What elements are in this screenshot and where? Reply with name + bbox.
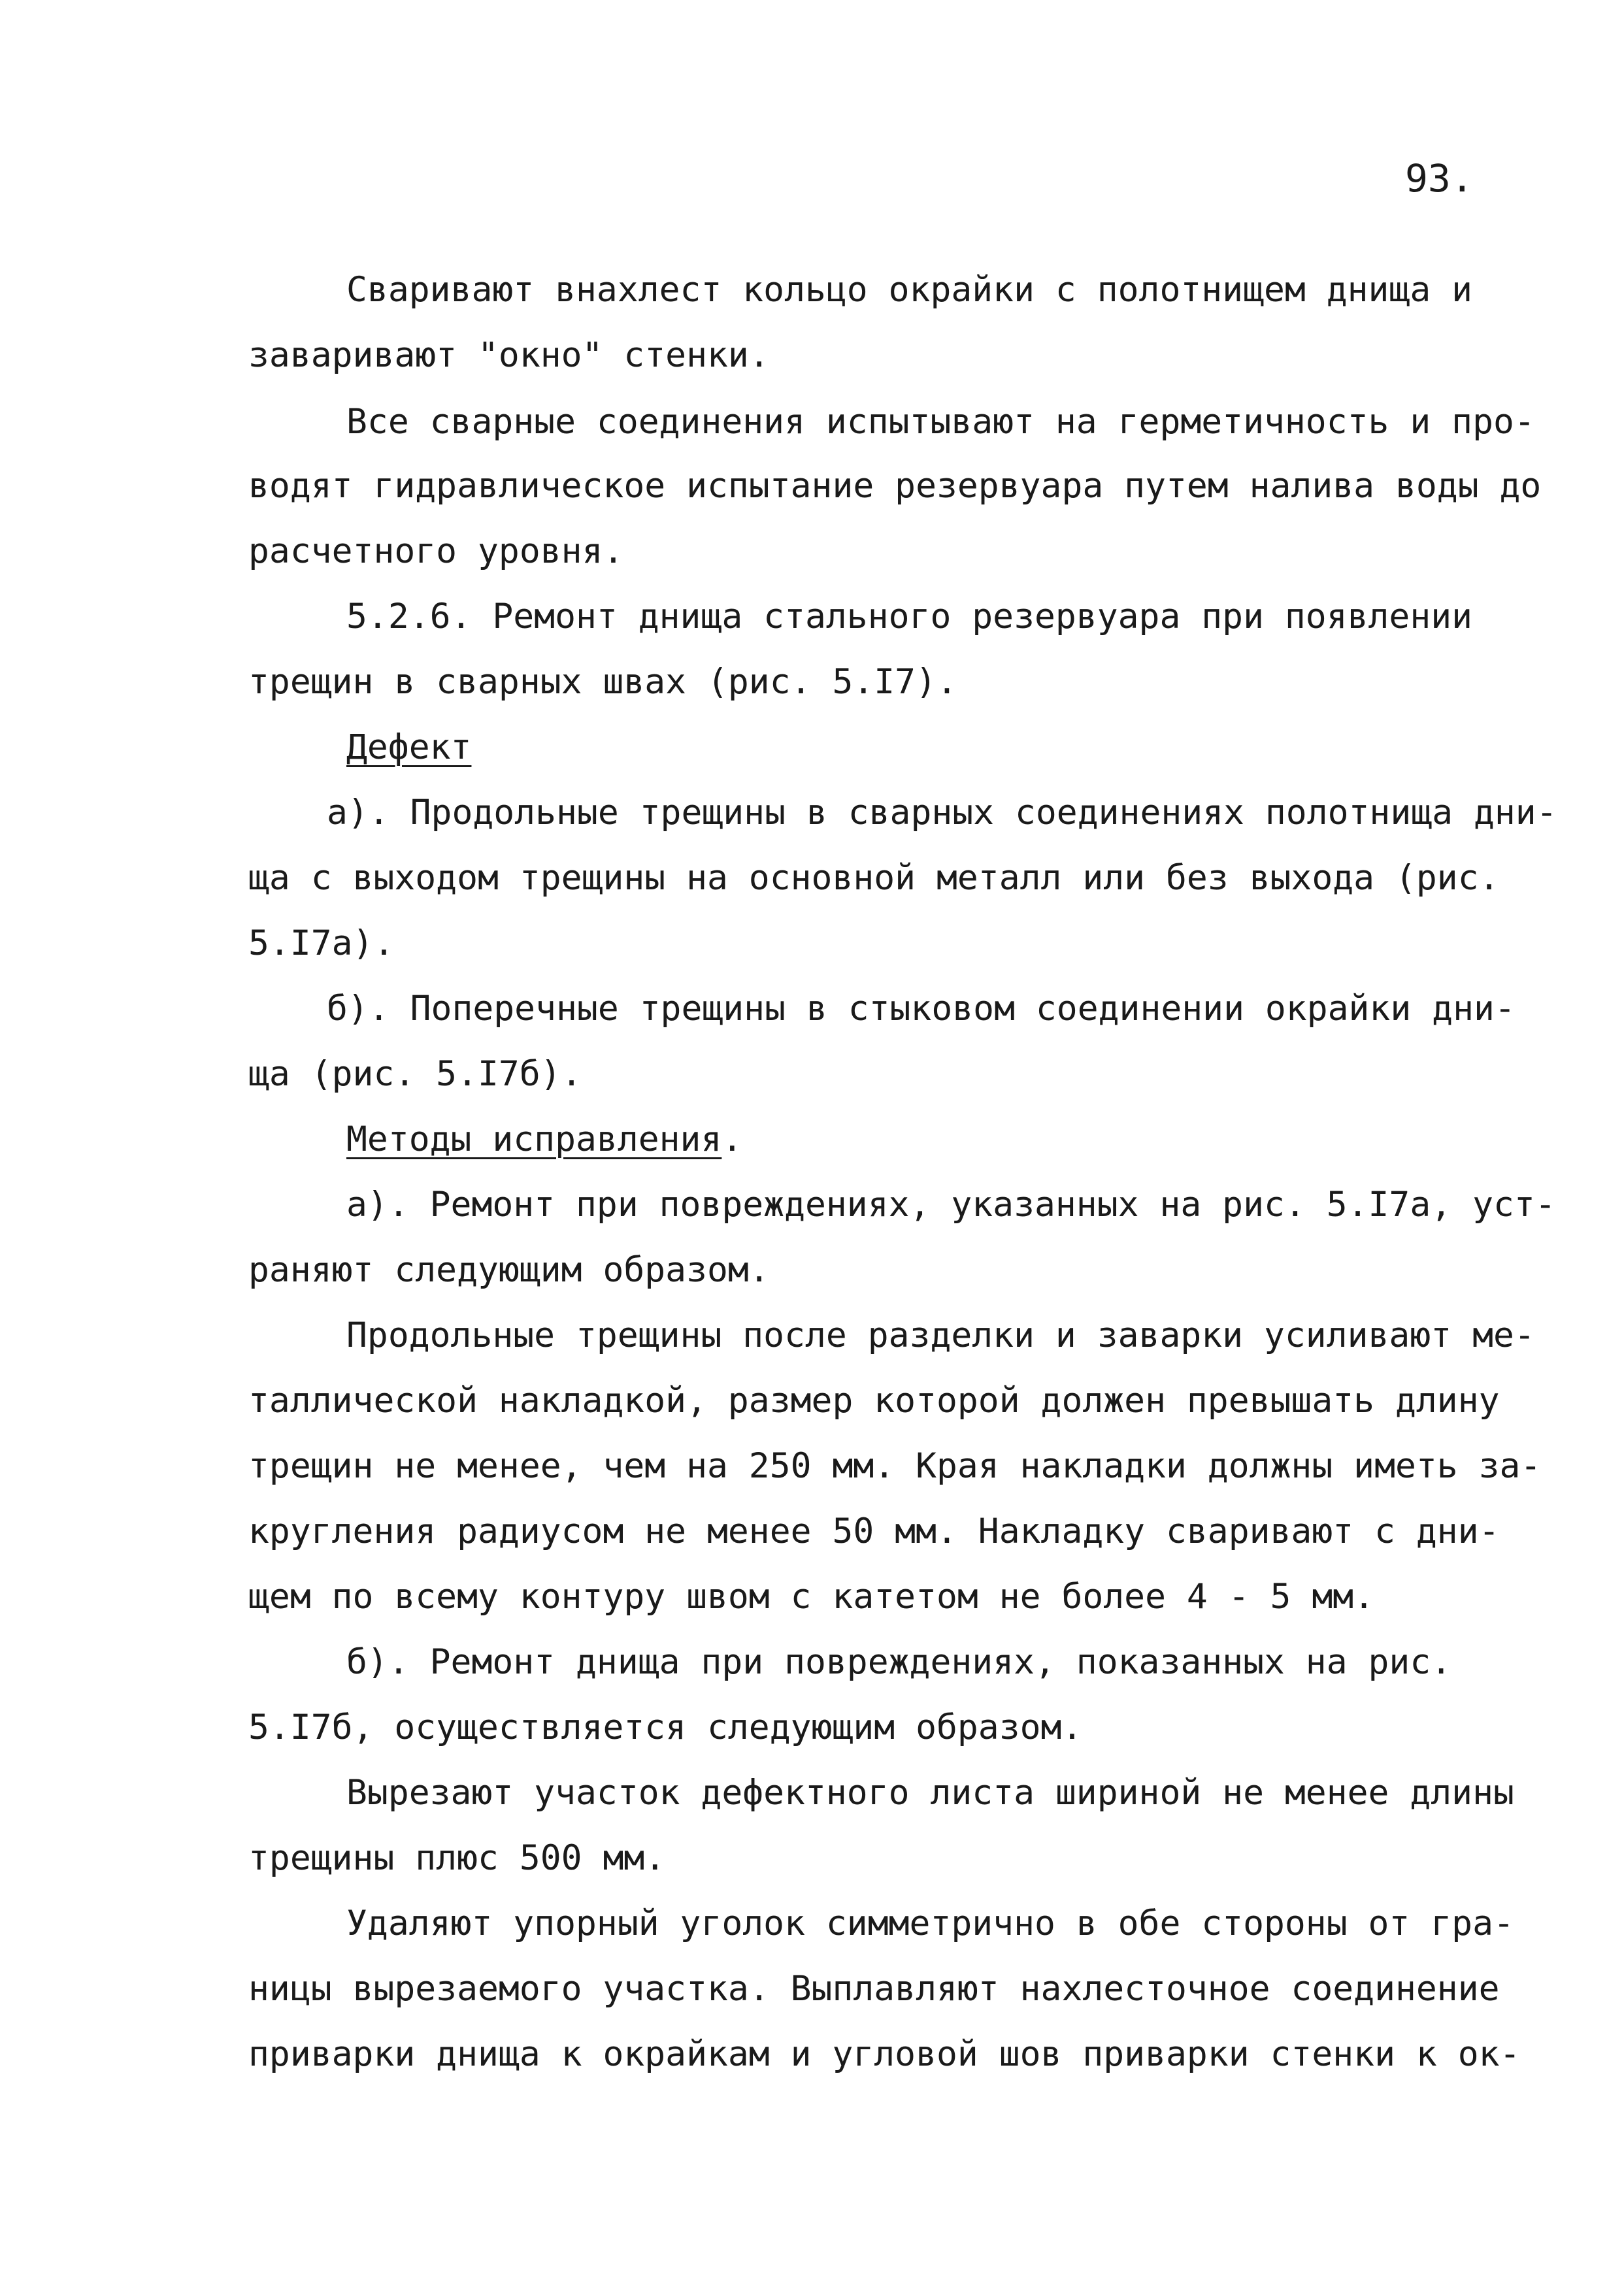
text-line: водят гидравлическое испытание резервуара путем налива воды до bbox=[248, 466, 1542, 506]
subheading-repair-methods bbox=[346, 1119, 742, 1161]
text-line: Вырезают участок дефектного листа шириной не менее длины bbox=[346, 1773, 1514, 1813]
text-line: Сваривают внахлест кольцо окрайки с полотнищем днища и bbox=[346, 270, 1473, 310]
list-item-a: а). Продольные трещины в сварных соединениях полотнища дни- bbox=[327, 793, 1557, 833]
text-line: кругления радиусом не менее 50 мм. Накладку сваривают с дни- bbox=[248, 1511, 1500, 1551]
text-line: Все сварные соединения испытывают на герметичность и про- bbox=[346, 402, 1535, 442]
list-item-b: б). Поперечные трещины в стыковом соединении окрайки дни- bbox=[327, 989, 1516, 1029]
text-line: таллической накладкой, размер которой должен превышать длину bbox=[248, 1381, 1500, 1421]
text-line: ща (рис. 5.I7б). bbox=[248, 1054, 582, 1094]
text-line: а). Ремонт при повреждениях, указанных на рис. 5.I7а, уст- bbox=[346, 1185, 1556, 1225]
page-number: 93. bbox=[1405, 156, 1474, 201]
text-line: трещин в сварных швах (рис. 5.I7). bbox=[248, 662, 957, 702]
text-line: раняют следующим образом. bbox=[248, 1250, 770, 1290]
text-line: приварки днища к окрайкам и угловой шов приварки стенки к ок- bbox=[248, 2034, 1521, 2074]
text-line: заваривают "окно" стенки. bbox=[248, 335, 770, 375]
text-line: щем по всему контуру швом с катетом не более 4 - 5 мм. bbox=[248, 1577, 1375, 1617]
subheading-repair-methods-text: Методы исправления bbox=[346, 1119, 722, 1159]
text-line: Продольные трещины после разделки и заварки усиливают ме- bbox=[346, 1315, 1535, 1355]
text-line: 5.I7а). bbox=[248, 923, 395, 963]
text-line: б). Ремонт днища при повреждениях, показанных на рис. bbox=[346, 1642, 1452, 1682]
section-heading-line: 5.2.6. Ремонт днища стального резервуара при появлении bbox=[346, 597, 1473, 636]
text-line: ща с выходом трещины на основной металл или без выхода (рис. bbox=[248, 858, 1500, 898]
subheading-defect: Дефект bbox=[346, 727, 472, 767]
text-line: 5.I7б, осуществляется следующим образом. bbox=[248, 1707, 1083, 1747]
text-line: расчетного уровня. bbox=[248, 531, 624, 571]
text-line: Удаляют упорный уголок симметрично в обе стороны от гра- bbox=[346, 1904, 1514, 1943]
text-line: ницы вырезаемого участка. Выплавляют нахлесточное соединение bbox=[248, 1969, 1500, 2009]
subheading-period: . bbox=[721, 1119, 743, 1159]
text-line: трещин не менее, чем на 250 мм. Края накладки должны иметь за- bbox=[248, 1446, 1542, 1486]
text-line: трещины плюс 500 мм. bbox=[248, 1838, 666, 1878]
